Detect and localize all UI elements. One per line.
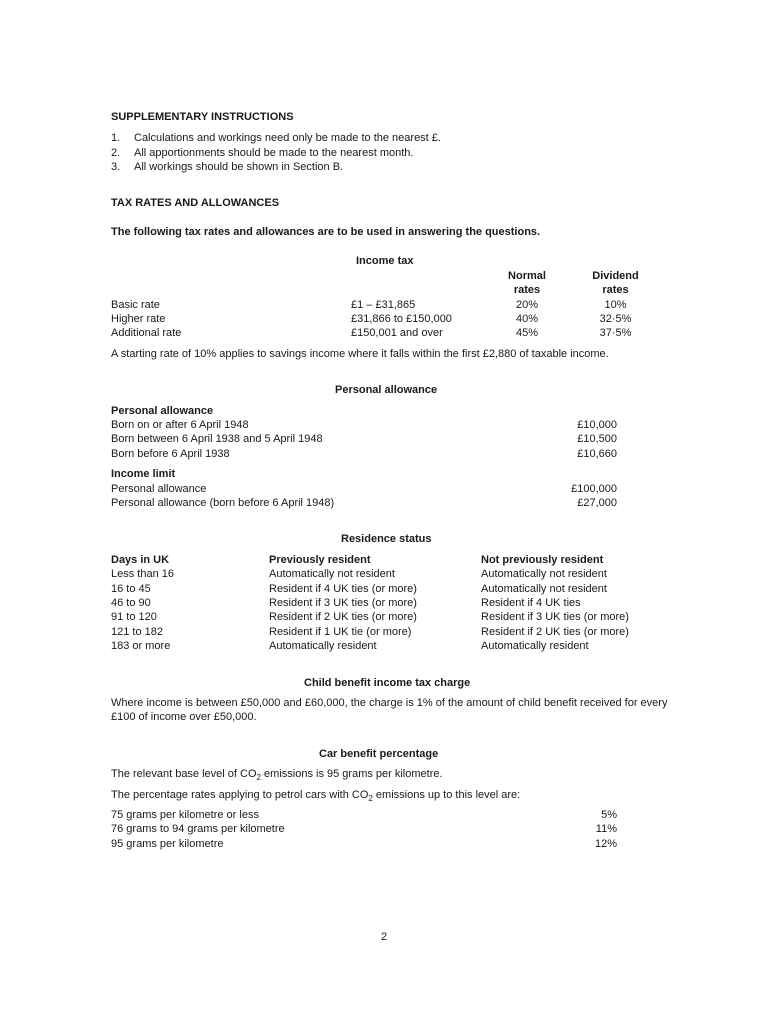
prev-cell: Automatically resident — [269, 640, 377, 653]
list-number: 1. — [111, 132, 121, 145]
rate-band: £1 – £31,865 — [351, 298, 416, 311]
pa-value: £10,500 — [577, 433, 617, 446]
notprev-cell: Automatically resident — [481, 640, 589, 653]
list-text: All apportionments should be made to the nearest month. — [134, 146, 414, 159]
car-benefit-base-level — [111, 767, 641, 781]
limit-label: Personal allowance (born before 6 April 1948) — [111, 497, 335, 510]
normal-rate: 45% — [515, 327, 539, 340]
table-row — [111, 610, 641, 624]
child-benefit-heading-row — [111, 676, 641, 690]
limit-label: Personal allowance — [111, 482, 207, 495]
col-days: Days in UK — [111, 553, 170, 566]
rate-band: £31,866 to £150,000 — [351, 313, 452, 326]
col-dividend-line2: rates — [602, 284, 629, 297]
pa-label: Born between 6 April 1938 and 5 April 1948 — [111, 433, 323, 446]
list-text: All workings should be shown in Section B. — [134, 161, 344, 174]
list-text: Calculations and workings need only be made to the nearest £. — [134, 132, 441, 145]
emission-rate: 11% — [595, 823, 617, 836]
days-cell: 16 to 45 — [111, 582, 151, 595]
prev-cell: Resident if 4 UK ties (or more) — [269, 582, 417, 595]
rates-intro-text-end: emissions up to this level are: — [372, 788, 521, 801]
col-previously-resident: Previously resident — [269, 553, 371, 566]
income-tax-heading: Income tax — [356, 255, 414, 268]
base-level-text-end: emissions is 95 grams per kilometre. — [260, 768, 443, 781]
supplementary-heading: SUPPLEMENTARY INSTRUCTIONS — [111, 111, 294, 123]
emission-rate: 12% — [594, 837, 617, 850]
table-row — [111, 596, 641, 610]
table-row — [111, 639, 641, 653]
table-row — [111, 298, 641, 312]
notprev-cell: Resident if 3 UK ties (or more) — [481, 611, 629, 624]
residence-heading-row — [111, 532, 641, 546]
tax-rates-intro: The following tax rates and allowances are to be used in answering the questions. — [111, 226, 541, 239]
residence-heading: Residence status — [341, 533, 432, 546]
prev-cell: Automatically not resident — [269, 568, 395, 581]
table-row — [111, 326, 641, 340]
base-level-text: The relevant base level of CO — [111, 768, 257, 781]
table-row — [111, 447, 617, 461]
col-dividend-rates — [588, 269, 643, 298]
list-number: 3. — [111, 161, 121, 174]
emission-band: 95 grams per kilometre — [111, 837, 224, 850]
col-normal-line1: Normal — [508, 269, 546, 282]
car-benefit-heading-row — [111, 747, 641, 761]
prev-cell: Resident if 3 UK ties (or more) — [269, 597, 417, 609]
residence-table — [111, 567, 641, 653]
table-row — [111, 582, 641, 596]
co2-subscript: 2 — [256, 773, 261, 783]
normal-rate: 20% — [515, 298, 539, 311]
days-cell: 91 to 120 — [111, 611, 157, 624]
emission-rate: 5% — [601, 808, 617, 821]
child-benefit-heading: Child benefit income tax charge — [304, 676, 471, 689]
car-benefit-rates-intro — [111, 788, 641, 802]
rate-label: Higher rate — [111, 313, 166, 326]
notprev-cell: Resident if 2 UK ties (or more) — [481, 625, 629, 638]
prev-cell: Resident if 2 UK ties (or more) — [269, 611, 417, 624]
personal-allowance-heading: Personal allowance — [335, 384, 438, 397]
co2-subscript: 2 — [368, 793, 373, 803]
pa-value: £10,000 — [577, 419, 617, 431]
income-tax-heading-row — [111, 254, 641, 268]
col-dividend-line1: Dividend — [592, 269, 639, 282]
tax-rates-heading: TAX RATES AND ALLOWANCES — [111, 196, 280, 209]
child-benefit-text-1: Where income is between £50,000 and £60,000, the charge is 1% of the amount of child benefit received for every — [111, 696, 668, 709]
document-page — [111, 110, 668, 851]
days-cell: Less than 16 — [111, 568, 174, 581]
days-cell: 46 to 90 — [111, 597, 151, 609]
dividend-rate: 10% — [604, 298, 627, 311]
page-number: 2 — [380, 931, 388, 943]
col-not-previously-resident: Not previously resident — [481, 553, 604, 566]
personal-allowance-heading-row — [111, 383, 641, 397]
list-item — [111, 146, 641, 160]
notprev-cell: Resident if 4 UK ties — [481, 597, 581, 609]
emission-band: 75 grams per kilometre or less — [111, 808, 259, 821]
limit-value: £27,000 — [577, 497, 617, 510]
income-limit-title: Income limit — [111, 468, 176, 481]
emission-band: 76 grams to 94 grams per kilometre — [111, 823, 285, 836]
rate-band: £150,001 and over — [351, 327, 443, 340]
table-row — [111, 418, 617, 432]
table-row — [111, 822, 617, 836]
days-cell: 183 or more — [111, 640, 171, 653]
pa-value: £10,660 — [577, 447, 617, 460]
income-tax-col-headers — [111, 269, 641, 298]
table-row — [111, 482, 617, 496]
child-benefit-text-2: £100 of income over £50,000. — [111, 711, 257, 724]
table-row — [111, 496, 617, 510]
car-benefit-heading: Car benefit percentage — [319, 747, 439, 760]
dividend-rate: 37·5% — [599, 327, 632, 340]
table-row — [111, 432, 617, 446]
table-row — [111, 312, 641, 326]
list-item — [111, 160, 641, 174]
notprev-cell: Automatically not resident — [481, 582, 607, 595]
starting-rate-note: A starting rate of 10% applies to savings income where it falls within the first £2,880 of taxable income. — [111, 347, 609, 360]
pa-label: Born before 6 April 1938 — [111, 447, 230, 460]
table-row — [111, 808, 617, 822]
rate-label: Additional rate — [111, 327, 182, 340]
rate-label: Basic rate — [111, 298, 160, 311]
residence-col-headers — [111, 553, 641, 567]
pa-group-title: Personal allowance — [111, 404, 214, 417]
table-row — [111, 625, 641, 639]
col-normal-rates — [501, 269, 553, 298]
dividend-rate: 32·5% — [599, 313, 632, 326]
days-cell: 121 to 182 — [111, 625, 163, 638]
prev-cell: Resident if 1 UK tie (or more) — [269, 625, 412, 638]
col-normal-line2: rates — [513, 284, 541, 297]
notprev-cell: Automatically not resident — [481, 568, 607, 581]
pa-label: Born on or after 6 April 1948 — [111, 419, 249, 431]
list-item — [111, 131, 641, 145]
limit-value: £100,000 — [571, 482, 617, 495]
table-row — [111, 837, 617, 851]
rates-intro-text: The percentage rates applying to petrol cars with CO — [111, 788, 369, 801]
normal-rate: 40% — [515, 313, 539, 326]
supplementary-list — [111, 131, 641, 174]
income-tax-table — [111, 298, 641, 341]
table-row — [111, 567, 641, 581]
list-number: 2. — [111, 146, 121, 159]
